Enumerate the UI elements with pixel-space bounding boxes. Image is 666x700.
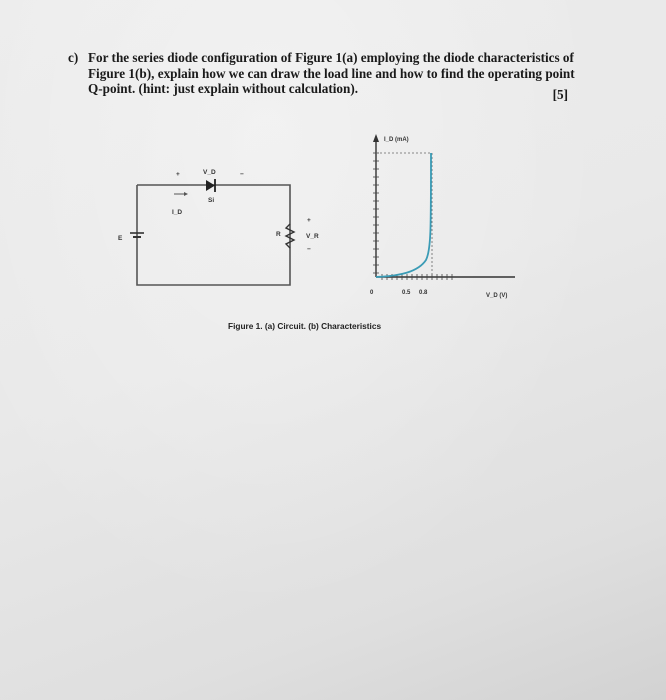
- y-axis-label: I_D (mA): [384, 137, 409, 143]
- x-axis-label: V_D (V): [486, 293, 508, 299]
- diode-current-label: I_D: [172, 209, 183, 216]
- diode-label: Si: [208, 197, 215, 204]
- resistor-voltage-label: V_R: [306, 233, 319, 240]
- diode-minus: −: [240, 171, 244, 178]
- resistor-plus: +: [307, 217, 311, 224]
- question-label: c): [68, 50, 79, 65]
- figure-caption: Figure 1. (a) Circuit. (b) Characteristics: [228, 321, 382, 331]
- diode-plus: +: [176, 171, 180, 178]
- y-axis-arrowhead: [373, 134, 379, 142]
- diode-voltage-label: V_D: [203, 169, 216, 176]
- circuit-diagram: [118, 169, 319, 285]
- figure-1: [100, 120, 540, 350]
- question-line-1: For the series diode configuration of Figure 1(a) employing the diode characteristics of: [88, 50, 574, 65]
- current-arrowhead: [184, 192, 188, 196]
- resistor-label: R: [276, 231, 281, 238]
- origin-label: 0: [370, 290, 374, 296]
- question-line-3: Q-point. (hint: just explain without calculation).: [88, 81, 359, 96]
- x-tick-label-0.5: 0.5: [402, 290, 411, 296]
- resistor-minus: −: [307, 246, 311, 253]
- x-tick-label-0.8: 0.8: [419, 290, 428, 296]
- characteristics-plot: [370, 134, 515, 299]
- diode-symbol: [206, 180, 215, 191]
- question-line-2: Figure 1(b), explain how we can draw the load line and how to find the operating point: [88, 65, 575, 81]
- question-marks: [5]: [552, 87, 568, 102]
- source-label: E: [118, 235, 123, 242]
- diode-characteristic-curve: [376, 153, 431, 277]
